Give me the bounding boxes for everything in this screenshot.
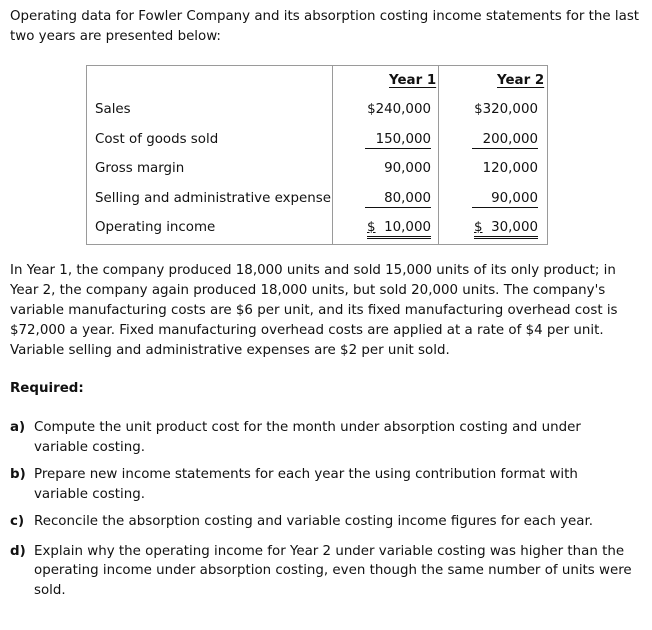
item-text: Explain why the operating income for Year 2 under variable costing was higher than the operating income under absorption costing, even though the same number of units were sold. [34,543,632,598]
required-heading: Required: [10,381,84,396]
list-item [10,418,636,457]
header-year-2: Year 2 [497,73,545,88]
item-letter: c) [10,514,25,529]
table-row [87,217,547,239]
year2-total [474,219,538,239]
item-text: Compute the unit product cost for the month under absorption costing and under variable costing. [34,420,581,455]
requirements-list [10,418,636,608]
intro-text: Operating data for Fowler Company and its absorption costing income statements for the last two years are presented below: [10,9,640,44]
dollar-sign: $ [474,220,483,235]
item-letter: a) [10,420,26,435]
dollar-sign: $ [367,220,376,235]
item-letter: d) [10,543,26,559]
year2-value: 200,000 [472,131,538,149]
row-label: Gross margin [95,161,185,176]
problem-description: In Year 1, the company produced 18,000 units and sold 15,000 units of its only product; in Year 2, the company again produced 18,000 units, but sold 20,000 units. The company's variable manufacturing costs are $6 per unit, and its fixed manufacturing overhead cost is $72,000 a year. Fixed manufacturing overhead costs are applied at a rate of $4 per unit. Variable selling and administrative expenses are $2 per unit sold. [10,263,618,358]
table-row [87,129,547,151]
year1-value: 90,000 [384,161,431,176]
income-statement-table [86,65,548,245]
year1-total [367,219,431,239]
list-item [10,465,636,504]
year1-value: $240,000 [367,102,431,117]
item-letter: b) [10,467,26,482]
row-label: Operating income [95,220,216,235]
year2-value: 120,000 [482,161,538,176]
table-row [87,99,547,121]
list-item [10,512,636,532]
item-text: Prepare new income statements for each year the using contribution format with variable costing. [34,467,578,502]
item-text: Reconcile the absorption costing and variable costing income figures for each year. [34,514,594,529]
row-label: Sales [95,102,131,117]
header-year-1: Year 1 [389,73,437,88]
row-label: Cost of goods sold [95,132,219,147]
year2-value: $320,000 [474,102,538,117]
list-item [10,542,636,601]
year1-value: 10,000 [384,220,431,235]
row-label: Selling and administrative expense [95,191,331,206]
year2-value: 90,000 [472,190,538,208]
year1-value: 80,000 [365,190,431,208]
table-row [87,188,547,210]
year2-value: 30,000 [491,220,538,235]
table-row [87,158,547,180]
year1-value: 150,000 [365,131,431,149]
